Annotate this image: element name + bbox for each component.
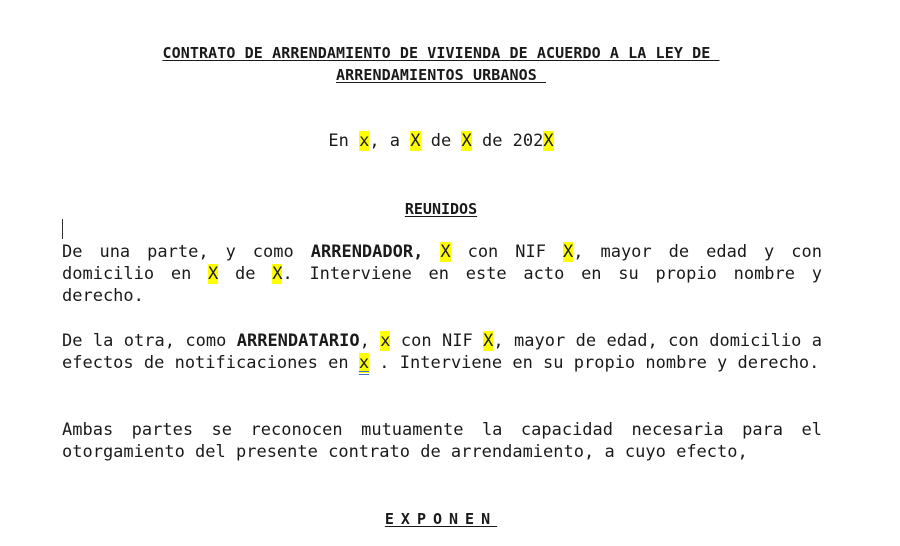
arrendador-address-placeholder[interactable]: X [208, 264, 219, 284]
paragraph-text [423, 242, 440, 262]
city-placeholder[interactable]: x [359, 131, 370, 151]
arrendatario-nif-placeholder[interactable]: X [483, 331, 494, 351]
paragraph-text: con NIF [450, 242, 563, 262]
role-arrendatario: ARRENDATARIO [236, 331, 360, 351]
month-placeholder[interactable]: X [461, 131, 472, 151]
dateline-text: de [420, 131, 462, 151]
document-title [60, 42, 822, 86]
paragraph-text: con NIF [390, 331, 484, 351]
text-cursor [62, 219, 63, 239]
paragraph-arrendador[interactable] [62, 241, 822, 307]
paragraph-arrendatario[interactable] [62, 330, 822, 374]
paragraph-text: , mayor de edad y con domicilio en [62, 242, 822, 284]
paragraph-text: De una parte, y como [62, 242, 311, 262]
dateline-text: de 202 [471, 131, 544, 151]
paragraph-text: De la otra, como [62, 331, 237, 351]
paragraph-capacidad[interactable]: Ambas partes se reconocen mutuamente la capacidad necesaria para el otorgamiento del presente contrato de arrendamiento, a cuyo efecto, [62, 420, 822, 462]
arrendador-nif-placeholder[interactable]: X [563, 242, 574, 262]
arrendatario-name-placeholder[interactable]: x [380, 331, 391, 351]
arrendador-city-placeholder[interactable]: X [272, 264, 283, 284]
paragraph-text: . Interviene en este acto en su propio nombre y derecho. [62, 264, 822, 306]
heading-reunidos: REUNIDOS [404, 200, 478, 218]
arrendador-name-placeholder[interactable]: X [440, 242, 451, 262]
paragraph-text: , mayor de edad, con domicilio a efectos de notificaciones en [62, 331, 822, 373]
paragraph-text: . Interviene en su propio nombre y derecho. [369, 353, 820, 373]
heading-exponen: EXPONEN [384, 510, 498, 528]
year-placeholder[interactable]: X [543, 131, 554, 151]
paragraph-text: de [218, 264, 273, 284]
arrendatario-address-placeholder[interactable]: x [358, 353, 370, 373]
role-arrendador: ARRENDADOR, [310, 242, 424, 262]
dateline-text: , a [369, 131, 411, 151]
dateline-text: En [328, 131, 360, 151]
title-line-1: CONTRATO DE ARRENDAMIENTO DE VIVIENDA DE ACUERDO A LA LEY DE [162, 44, 720, 62]
title-line-2: ARRENDAMIENTOS URBANOS [335, 66, 546, 84]
place-date-line [60, 130, 822, 152]
paragraph-text: , [359, 331, 381, 351]
day-placeholder[interactable]: X [410, 131, 421, 151]
